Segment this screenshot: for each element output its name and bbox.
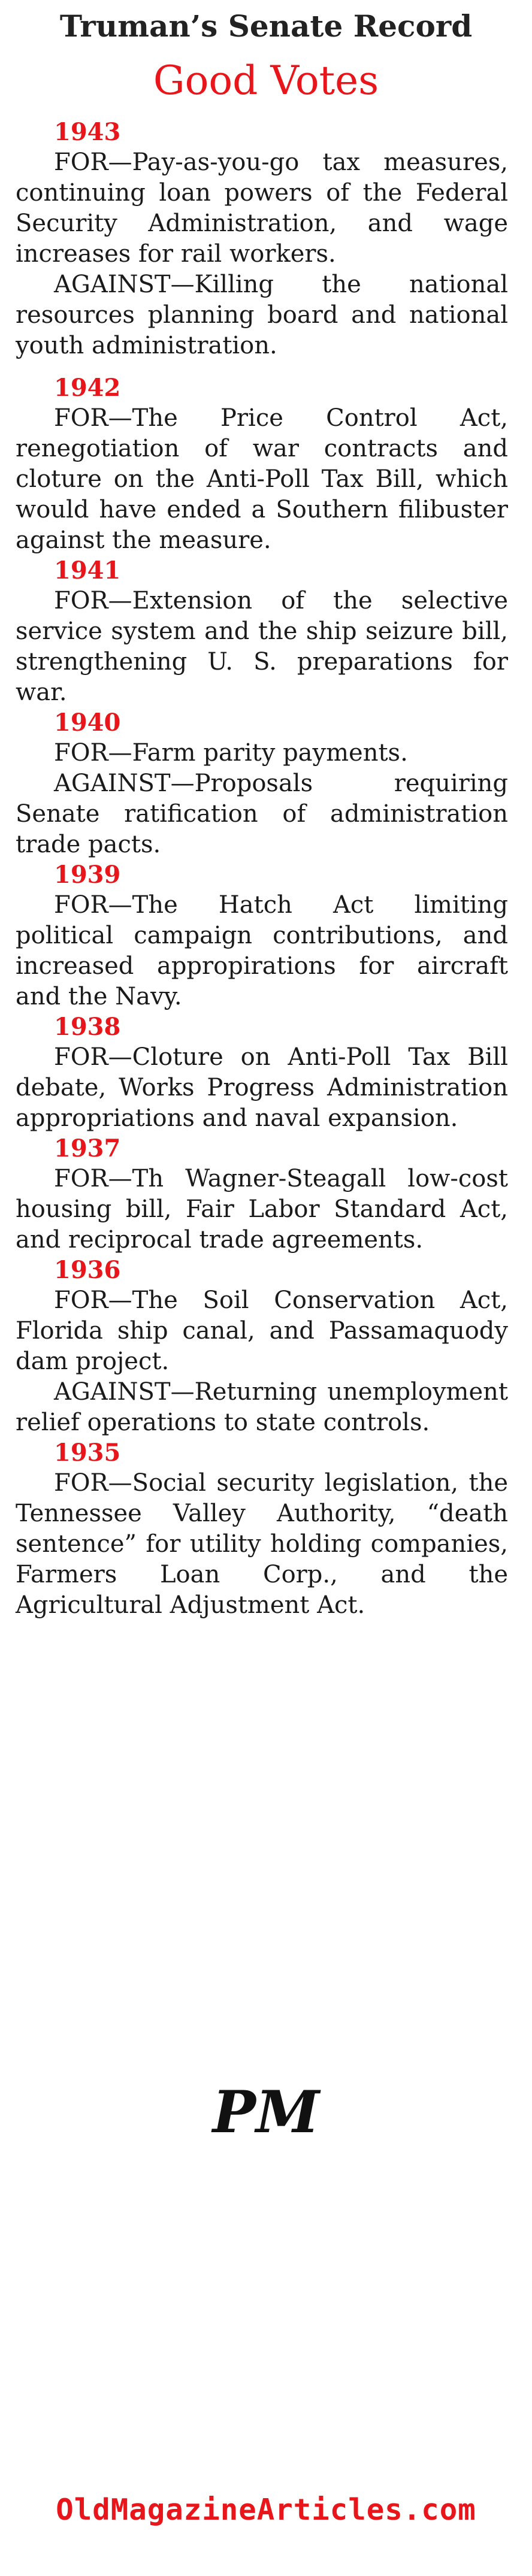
vote-entry: FOR—Th Wagner-Steagall low-cost housing bill, Fair Labor Standard Act, and reciprocal trade agreements.: [16, 1165, 508, 1254]
record-1936: [16, 1255, 508, 1438]
record-1941: [16, 556, 508, 708]
record-1939: [16, 860, 508, 1012]
record-1942: [16, 373, 508, 556]
vote-entry: FOR—Pay-as-you-go tax measures, continuing loan powers of the Federal Security Administration, and wage increases for rail workers.: [16, 149, 508, 268]
record-1937: [16, 1134, 508, 1255]
source-site-footer: OldMagazineArticles.com: [56, 2493, 476, 2527]
vote-entry: AGAINST—Proposals requiring Senate ratification of administration trade pacts.: [16, 770, 508, 858]
record-year: 1942: [54, 374, 121, 402]
vote-entry: AGAINST—Returning unemployment relief operations to state controls.: [16, 1378, 508, 1436]
vote-entry: FOR—The Soil Conservation Act, Florida ship canal, and Passamaquody dam project.: [16, 1287, 508, 1375]
record-1935: [16, 1438, 508, 1621]
record-year: 1940: [54, 709, 121, 737]
article-title: Truman’s Senate Record: [59, 8, 473, 44]
record-1943: [16, 117, 508, 361]
pm-signature-logo: PM: [212, 2078, 320, 2146]
record-1938: [16, 1012, 508, 1134]
vote-records: [16, 117, 508, 1621]
vote-entry: FOR—The Price Control Act, renegotiation of war contracts and cloture on the Anti-Poll Tax Bill, which would have ended a Southern filibuster against the measure.: [16, 404, 508, 554]
record-year: 1943: [54, 118, 121, 146]
article-subtitle: Good Votes: [153, 57, 379, 104]
vote-entry: FOR—The Hatch Act limiting political campaign contributions, and increased appropirations for aircraft and the Navy.: [16, 891, 508, 1010]
record-year: 1941: [54, 556, 121, 585]
record-year: 1936: [54, 1256, 121, 1284]
record-year: 1938: [54, 1013, 121, 1041]
record-year: 1935: [54, 1439, 121, 1467]
record-year: 1939: [54, 861, 121, 889]
vote-entry: AGAINST—Killing the national resources planning board and national youth administration.: [16, 271, 508, 359]
vote-entry: FOR—Farm parity payments.: [54, 739, 408, 767]
vote-entry: FOR—Extension of the selective service system and the ship seizure bill, strengthening U. S. preparations for war.: [16, 587, 508, 706]
record-year: 1937: [54, 1134, 121, 1163]
record-1940: [16, 708, 508, 860]
vote-entry: FOR—Cloture on Anti-Poll Tax Bill debate, Works Progress Administration appropriations and naval expansion.: [16, 1043, 508, 1132]
vote-entry: FOR—Social security legislation, the Tennessee Valley Authority, “death sentence” for utility holding companies, Farmers Loan Corp., and the Agricultural Adjustment Act.: [16, 1469, 508, 1619]
